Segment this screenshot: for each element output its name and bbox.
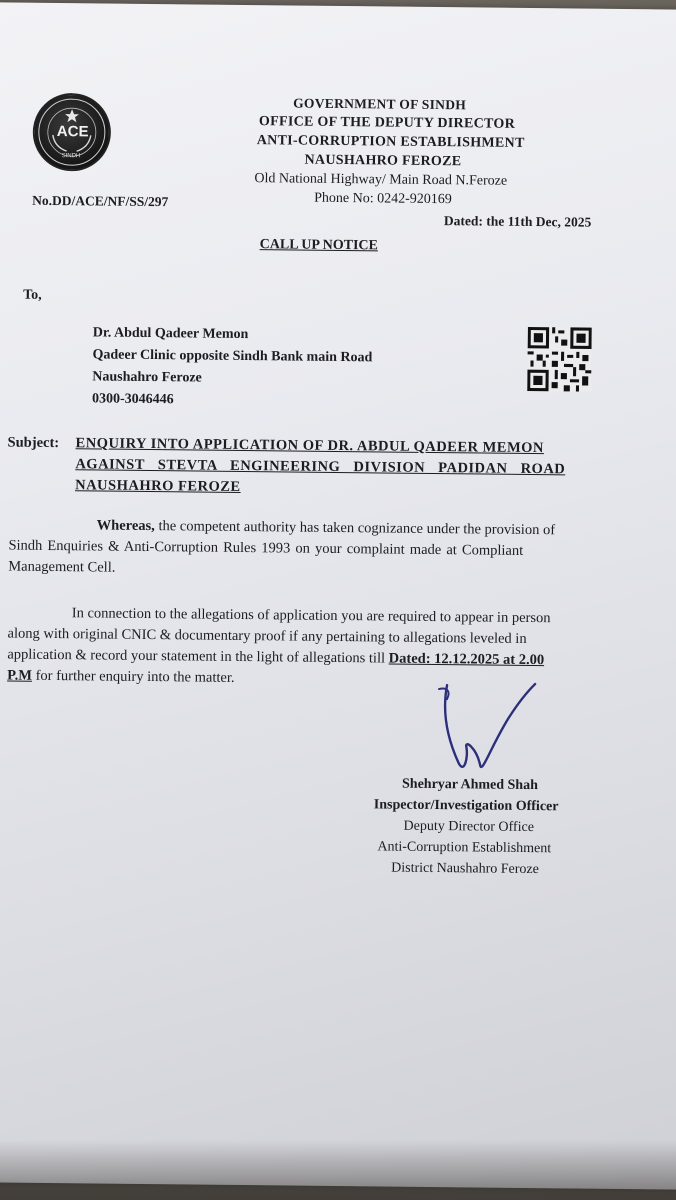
para2-line-1: In connection to the allegations of application you are required to appear in person: [71, 605, 551, 627]
addressee-address: Qadeer Clinic opposite Sindh Bank main Road: [92, 347, 373, 366]
para1-line-3: Management Cell.: [8, 558, 116, 576]
handwritten-signature: [416, 677, 557, 788]
subject-label: Subject:: [7, 434, 60, 452]
para1-text-1: the competent authority has taken cognizance under the provision of: [154, 518, 556, 539]
para1-line-2: Sindh Enquiries & Anti-Corruption Rules 1993 on your complaint made at Compliant: [8, 537, 524, 559]
header-government: GOVERNMENT OF SINDH: [293, 95, 467, 113]
header-district: NAUSHAHRO FEROZE: [304, 152, 462, 170]
star-icon: [65, 109, 79, 122]
appearance-date: Dated: 12.12.2025 at 2.00: [388, 650, 545, 669]
header-department: ANTI-CORRUPTION ESTABLISHMENT: [256, 133, 525, 151]
document-page: [0, 2, 676, 1189]
para2-line-2: along with original CNIC & documentary proof if any pertaining to allegations leveled in: [7, 625, 527, 647]
addressee-city: Naushahro Feroze: [92, 369, 202, 386]
subject-line-1: ENQUIRY INTO APPLICATION OF DR. ABDUL QADEER MEMON: [75, 435, 545, 457]
header-phone: Phone No: 0242-920169: [314, 190, 452, 208]
header-office: OFFICE OF THE DEPUTY DIRECTOR: [258, 114, 516, 132]
para2-line-4: [7, 666, 235, 689]
officer-district: District Naushahro Feroze: [391, 860, 539, 878]
para2-text-4: for further enquiry into the matter.: [31, 667, 235, 686]
officer-name: Shehryar Ahmed Shah: [401, 776, 539, 794]
subject-line-2: AGAINST STEVTA ENGINEERING DIVISION PADIDAN ROAD: [75, 456, 566, 478]
to-label: To,: [23, 287, 42, 303]
ace-sindh-logo: [32, 93, 111, 172]
logo-bottom-text: SINDH: [61, 153, 81, 160]
notice-title: CALL UP NOTICE: [259, 237, 378, 254]
addressee-name: Dr. Abdul Qadeer Memon: [92, 325, 249, 343]
para2-text-3: application & record your statement in the light of allegations till: [7, 646, 389, 667]
officer-department: Anti-Corruption Establishment: [377, 839, 552, 857]
para1-lead: Whereas,: [96, 517, 155, 535]
header-address: Old National Highway/ Main Road N.Feroze: [254, 171, 508, 189]
appearance-time-suffix: P.M: [7, 667, 33, 684]
officer-designation: Inspector/Investigation Officer: [373, 797, 559, 815]
addressee-phone: 0300-3046446: [91, 391, 174, 408]
officer-office: Deputy Director Office: [403, 818, 535, 836]
logo-text: ACE: [56, 123, 89, 141]
subject-line-3: NAUSHAHRO FEROZE: [75, 477, 241, 495]
reference-number: No.DD/ACE/NF/SS/297: [32, 192, 169, 210]
date-issued: Dated: the 11th Dec, 2025: [443, 213, 592, 230]
qr-code: [527, 326, 592, 393]
bottom-shadow: [0, 1140, 676, 1200]
